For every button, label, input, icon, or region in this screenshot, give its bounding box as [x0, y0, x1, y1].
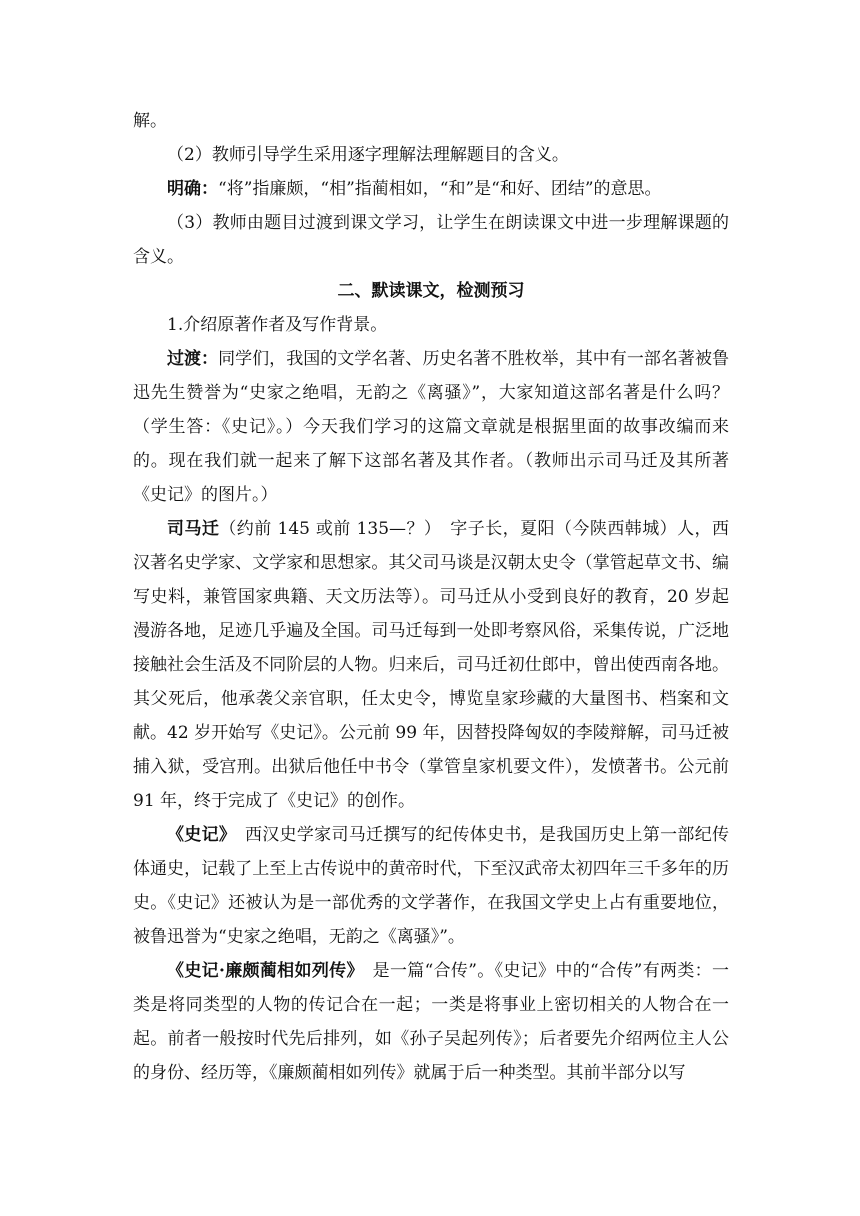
transition-text: 同学们，我国的文学名著、历史名著不胜枚举，其中有一部名著被鲁迅先生赞誉为“史家之绝唱，无韵之《离骚》”，大家知道这部名著是什么吗？（学生答：《史记》。）今天我们学习的这篇文章就是根据里面的故事改编而来的。现在我们就一起来了解下这部名著及其作者。（教师出示司马迁及其所著《史记》的图片。） [133, 349, 729, 505]
simaqian-text: （约前 145 或前 135—？） 字子长，夏阳（今陕西韩城）人，西汉著名史学家、文学家和思想家。其父司马谈是汉朝太史令（掌管起草文书、编写史料，兼管国家典籍、天文历法等）。司马迁从小受到良好的教育，20 岁起漫游各地，足迹几乎遍及全国。司马迁每到一处即考察风俗，采集传说，广泛地接触社会生活及不同阶层的人物。归来后，司马迁初仕郎中，曾出使西南各地。其父死后，他承袭父亲官职，任太史令，博览皇家珍藏的大量图书、档案和文献。42 岁开始写《史记》。公元前 99 年，因替投降匈奴的李陵辩解，司马迁被捕入狱，受宫刑。出狱后他任中书令（掌管皇家机要文件），发愤著书。公元前 91 年，终于完成了《史记》的创作。 [133, 519, 730, 811]
biography-label: 《史记·廉颇蔺相如列传》 [167, 961, 356, 981]
biography-text: 是一篇“合传”。《史记》中的“合传”有两类：一类是将同类型的人物的传记合在一起；一类是将事业上密切相关的人物合在一起。前者一般按时代先后排列，如《孙子吴起列传》；后者要先介绍两位主人公的身份、经历等，《廉颇蔺相如列传》就属于后一种类型。其前半部分以写 [133, 961, 729, 1083]
clarify-label: 明确： [167, 179, 218, 199]
transition-label: 过渡： [167, 349, 219, 369]
section-title: 二、默读课文，检测预习 [337, 281, 525, 301]
paragraph-clarify [133, 172, 729, 206]
paragraph-step-3: （3）教师由题目过渡到课文学习，让学生在朗读课文中进一步理解课题的含义。 [133, 213, 729, 267]
paragraph-item-1: 1.介绍原著作者及写作背景。 [167, 315, 388, 335]
paragraph-transition [133, 342, 729, 512]
paragraph-simaqian [133, 512, 729, 818]
paragraph-shiji [133, 818, 729, 954]
simaqian-label: 司马迁 [167, 519, 220, 539]
clarify-text: “将”指廉颇，“相”指蔺相如，“和”是“和好、团结”的意思。 [218, 179, 662, 199]
shiji-text: 西汉史学家司马迁撰写的纪传体史书，是我国历史上第一部纪传体通史，记载了上至上古传说中的黄帝时代，下至汉武帝太初四年三千多年的历史。《史记》还被认为是一部优秀的文学著作，在我国文学史上占有重要地位，被鲁迅誉为“史家之绝唱，无韵之《离骚》”。 [133, 825, 729, 947]
shiji-label: 《史记》 [167, 825, 228, 845]
paragraph-step-2: （2）教师引导学生采用逐字理解法理解题目的含义。 [167, 145, 569, 165]
paragraph-continuation: 解。 [133, 111, 167, 131]
document-body [133, 104, 729, 1090]
paragraph-biography [133, 954, 729, 1090]
